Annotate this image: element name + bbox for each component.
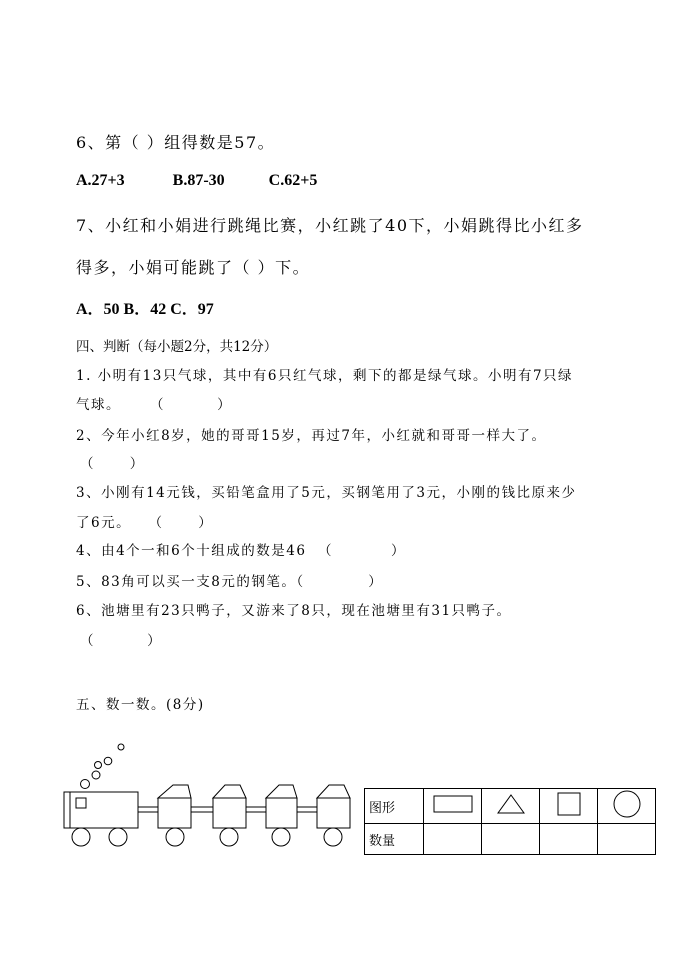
smoke-circle <box>104 757 112 765</box>
table-row <box>365 824 656 855</box>
judge-item-6-line1: 6、池塘里有23只鸭子，又游来了8只，现在池塘里有31只鸭子。 <box>76 603 512 619</box>
section5-heading: 五、数一数。(8分) <box>76 697 205 713</box>
q7-options: A．50 B．42 C．97 <box>76 301 214 318</box>
coupler-rect <box>297 807 317 812</box>
engine-wheel-circle <box>109 828 127 846</box>
circle-count-cell[interactable] <box>598 824 656 855</box>
smoke-circle <box>95 762 102 769</box>
smoke-circle <box>118 744 124 750</box>
shape-row-label: 图形 <box>365 789 424 824</box>
judge-item-3-line2: 了6元。 （ ） <box>76 515 214 531</box>
judge-item-1-line1: 1. 小明有13只气球，其中有6只红气球，剩下的都是绿气球。小明有7只绿 <box>76 368 574 384</box>
q7-question-line1: 7、小红和小娟进行跳绳比赛，小红跳了40下，小娟跳得比小红多 <box>76 216 584 235</box>
judge-item-5: 5、83角可以买一支8元的钢笔。（ ） <box>76 574 384 590</box>
engine-wheel-circle <box>72 828 90 846</box>
smoke-circle <box>92 771 100 779</box>
coupler-rect <box>191 807 213 812</box>
engine-window-square <box>76 798 86 808</box>
shape-count-table <box>364 788 656 855</box>
triangle-count-cell[interactable] <box>482 824 540 855</box>
car-square <box>213 798 246 828</box>
car-wheel-circle <box>166 828 184 846</box>
judge-item-3-line1: 3、小刚有14元钱，买铅笔盒用了5元，买钢笔用了3元，小刚的钱比原来少 <box>76 485 577 501</box>
car-wheel-circle <box>220 828 238 846</box>
judge-item-6-line2: （ ） <box>80 633 163 649</box>
q6-question: 6、第（ ）组得数是57。 <box>76 133 276 152</box>
table-row <box>365 789 656 824</box>
car-wheel-circle <box>324 828 342 846</box>
coupler-rect <box>246 807 266 812</box>
car-square <box>266 798 297 828</box>
train-figure <box>60 738 360 850</box>
coupler-rect <box>138 807 158 812</box>
judge-item-2-line2: （ ） <box>80 456 145 472</box>
square-count-cell[interactable] <box>540 824 598 855</box>
car-square <box>158 798 191 828</box>
square-icon <box>540 789 598 824</box>
car-square <box>317 798 350 828</box>
count-row-label: 数量 <box>365 824 424 855</box>
circle-icon <box>598 789 656 824</box>
q6-options: A.27+3 B.87-30 C.62+5 <box>76 172 318 189</box>
rectangle-icon <box>424 789 482 824</box>
judge-item-4: 4、由4个一和6个十组成的数是46 （ ） <box>76 543 406 559</box>
q7-question-line2: 得多，小娟可能跳了（ ）下。 <box>76 258 311 277</box>
section4-heading: 四、判断（每小题2分，共12分） <box>76 339 278 355</box>
rectangle-count-cell[interactable] <box>424 824 482 855</box>
smoke-circle <box>81 780 90 789</box>
judge-item-2-line1: 2、今年小红8岁，她的哥哥15岁，再过7年，小红就和哥哥一样大了。 <box>76 428 547 444</box>
triangle-icon <box>482 789 540 824</box>
engine-rect <box>64 792 138 828</box>
judge-item-1-line2: 气球。 （ ） <box>76 397 233 413</box>
car-wheel-circle <box>272 828 290 846</box>
